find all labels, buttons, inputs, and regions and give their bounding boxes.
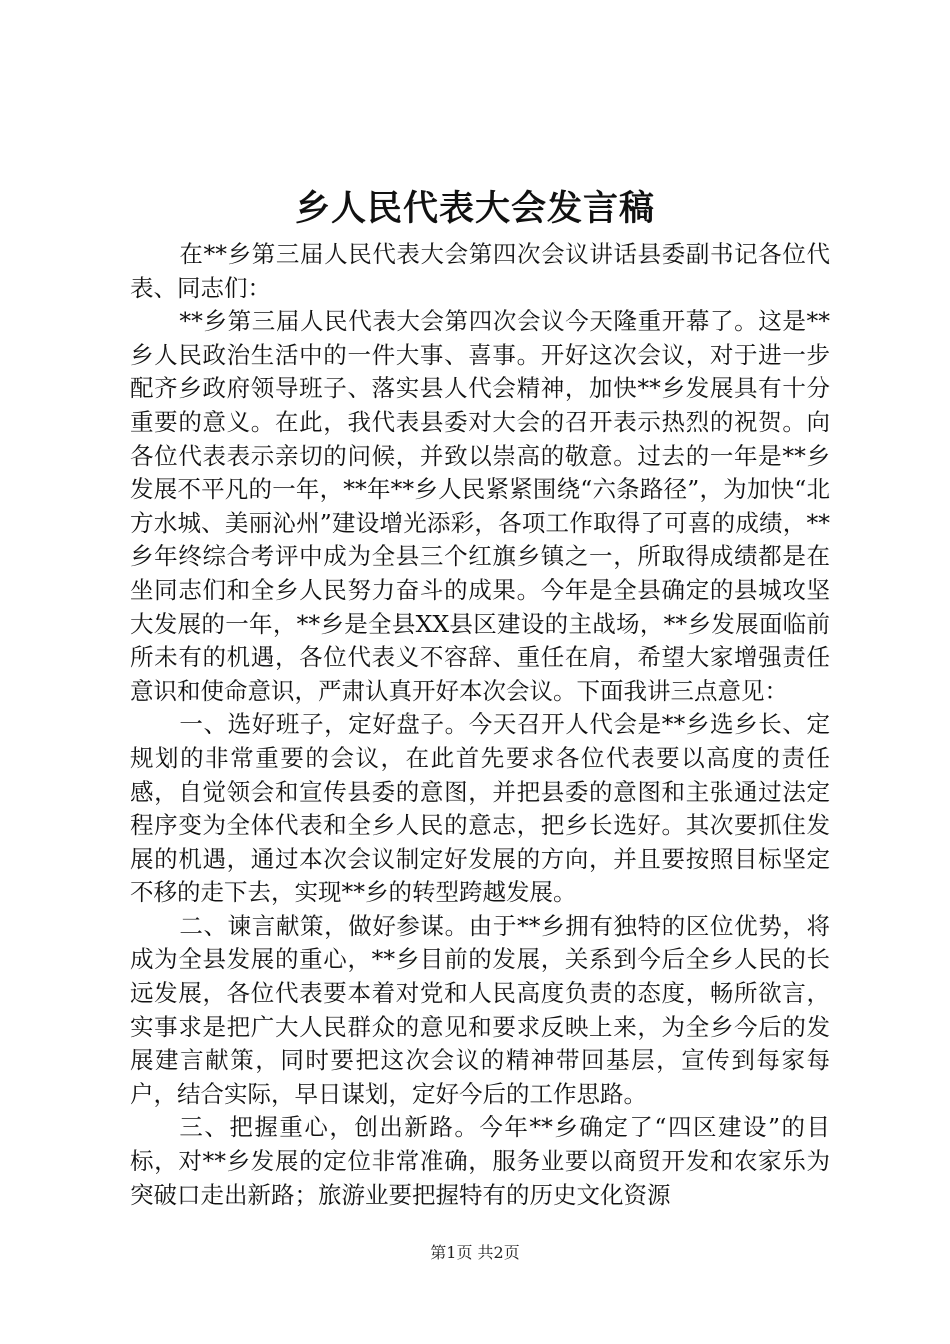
paragraph-point-two: 二、谏言献策，做好参谋。由于**乡拥有独特的区位优势，将成为全县发展的重心，**乡目前的发展，关系到今后全乡人民的长远发展，各位代表要本着对党和人民高度负责的态度，畅所欲言，实事求是把广大人民群众的意见和要求反映上来，为全乡今后的发展建言献策，同时要把这次会议的精神带回基层，宣传到每家每户，结合实际，早日谋划，定好今后的工作思路。	[130, 911, 830, 1108]
page-number-footer: 第1页 共2页	[430, 1243, 520, 1262]
paragraph-point-three: 三、把握重心，创出新路。今年**乡确定了“四区建设”的目标，对**乡发展的定位非常准确，服务业要以商贸开发和农家乐为突破口走出新路；旅游业要把握特有的历史文化资源	[130, 1113, 830, 1209]
paragraph-greeting: 在**乡第三届人民代表大会第四次会议讲话县委副书记各位代表、同志们：	[130, 240, 830, 302]
document-title: 乡人民代表大会发言稿	[294, 188, 655, 229]
paragraph-point-one: 一、选好班子，定好盘子。今天召开人代会是**乡选乡长、定规划的非常重要的会议，在此首先要求各位代表要以高度的责任感，自觉领会和宣传县委的意图，并把县委的意图和主张通过法定程序变为全体代表和全乡人民的意志，把乡长选好。其次要抓住发展的机遇，通过本次会议制定好发展的方向，并且要按照目标坚定不移的走下去，实现**乡的转型跨越发展。	[130, 710, 830, 907]
paragraph-opening: **乡第三届人民代表大会第四次会议今天隆重开幕了。这是**乡人民政治生活中的一件大事、喜事。开好这次会议，对于进一步配齐乡政府领导班子、落实县人代会精神，加快**乡发展具有十分重要的意义。在此，我代表县委对大会的召开表示热烈的祝贺。向各位代表表示亲切的问候，并致以崇高的敬意。过去的一年是**乡发展不平凡的一年，**年**乡人民紧紧围绕“六条路径”，为加快“北方水城、美丽沁州”建设增光添彩，各项工作取得了可喜的成绩，**乡年终综合考评中成为全县三个红旗乡镇之一，所取得成绩都是在坐同志们和全乡人民努力奋斗的成果。今年是全县确定的县城攻坚大发展的一年，**乡是全县XX县区建设的主战场，**乡发展面临前所未有的机遇，各位代表义不容辞、重任在肩，希望大家增强责任意识和使命意识，严肃认真开好本次会议。下面我讲三点意见：	[130, 307, 830, 705]
document-body	[130, 238, 830, 1212]
